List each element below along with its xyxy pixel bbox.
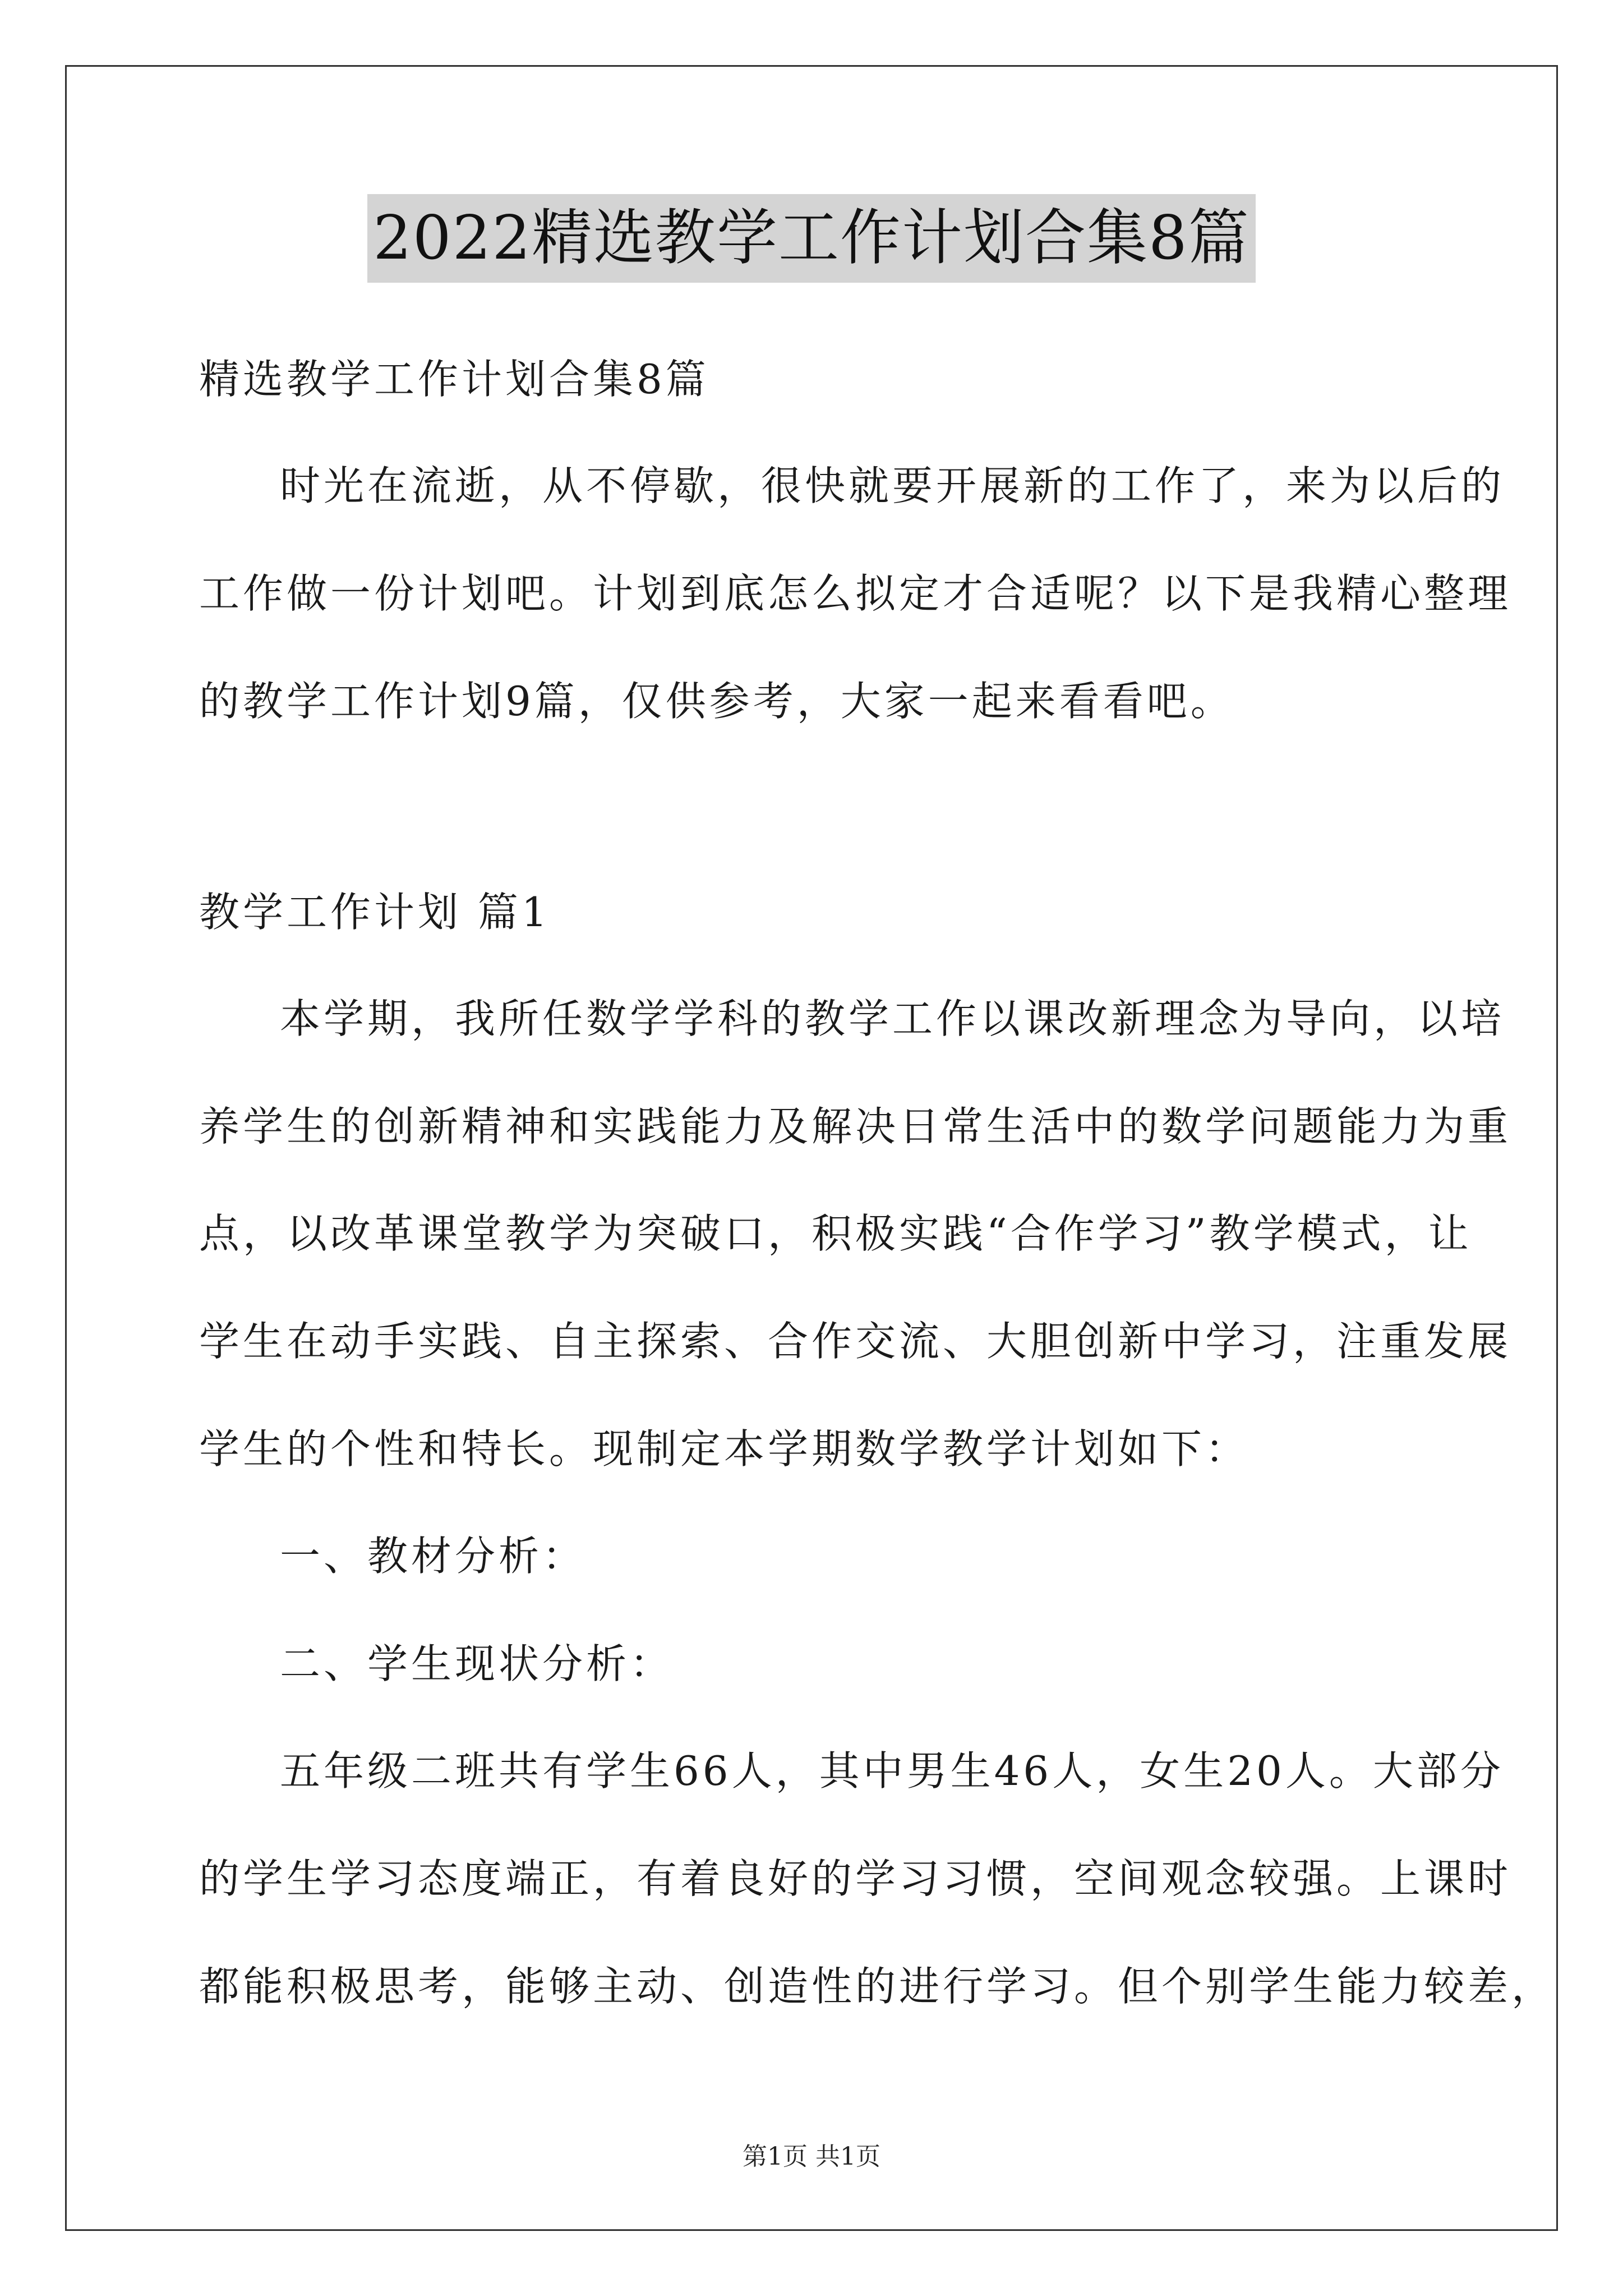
section-paragraph-line: 点，以改革课堂教学为突破口，积极实践“合作学习”教学模式，让 [199,1210,1472,1257]
list-item-textbook-analysis: 一、教材分析： [280,1533,587,1580]
intro-line: 的教学工作计划9篇，仅供参考，大家一起来看看吧。 [199,678,1234,725]
section-paragraph-line: 学生的个性和特长。现制定本学期数学教学计划如下： [199,1425,1249,1473]
section-heading: 教学工作计划 篇1 [199,889,551,936]
subtitle: 精选教学工作计划合集8篇 [199,356,709,403]
analysis-line: 的学生学习态度端正，有着良好的学习习惯，空间观念较强。上课时 [199,1855,1512,1902]
analysis-line: 五年级二班共有学生66人，其中男生46人，女生20人。大部分 [280,1747,1504,1795]
page-number-footer: 第1页 共1页 [743,2142,880,2171]
document-title: 2022精选教学工作计划合集8篇 [367,194,1256,283]
section-paragraph-line: 养学生的创新精神和实践能力及解决日常生活中的数学问题能力为重 [199,1103,1512,1150]
list-item-student-analysis: 二、学生现状分析： [280,1640,674,1687]
intro-line: 时光在流逝，从不停歇，很快就要开展新的工作了，来为以后的 [280,462,1505,509]
intro-line: 工作做一份计划吧。计划到底怎么拟定才合适呢？以下是我精心整理 [199,570,1512,617]
title-container [0,194,1623,283]
section-paragraph-line: 本学期，我所任数学学科的教学工作以课改新理念为导向，以培 [280,995,1505,1042]
section-paragraph-line: 学生在动手实践、自主探索、合作交流、大胆创新中学习，注重发展 [199,1318,1512,1365]
analysis-line: 都能积极思考，能够主动、创造性的进行学习。但个别学生能力较差， [199,1963,1556,2010]
